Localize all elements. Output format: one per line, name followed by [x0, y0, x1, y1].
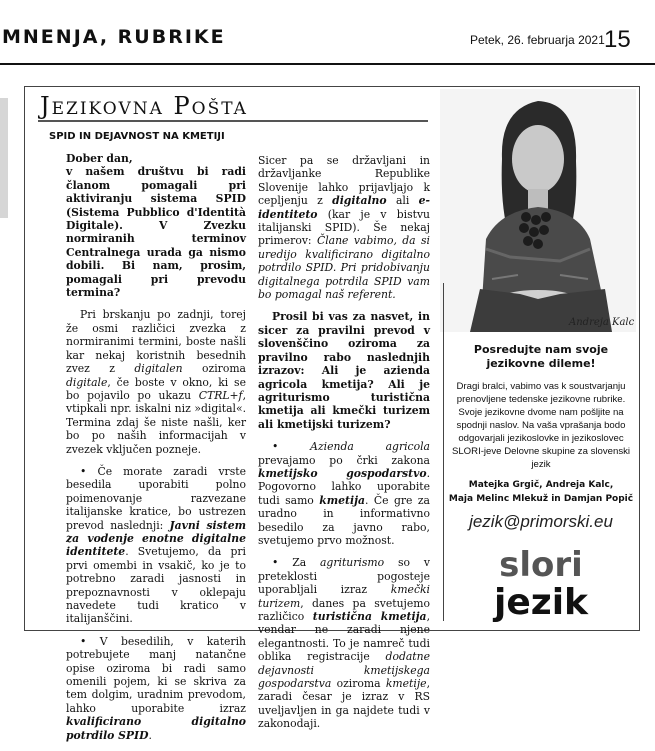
term: e-identiteto: [258, 194, 430, 221]
sidebox-authors: [446, 478, 636, 506]
term: digitalno: [332, 194, 387, 208]
question-text: v našem društvu bi radi članom pomagali pri aktiviranju sistema SPID (Sistema Pubblico d'Identità Digitale). V Zvezku normiranih terminov Centralnega urada ga nismo dobili. Bi nam, prosim, pomagali pri prevodu termina?: [66, 165, 246, 300]
sidebox-body: Dragi bralci, vabimo vas k soustvarjanju prenovljene tedenske jezikovne rubrike. Svoje jezikovne dvome nam pošljite na spodnji naslov. Na vaša vprašanja bodo odgovarjali jezikoslovke in jezikoslovec SLORI-jeve Delovne skupine za slovenski jezik: [451, 381, 631, 470]
section-title: MNENJA, RUBRIKE: [2, 26, 226, 48]
text-run: , zaradi česar je izraz v RS uveljavljen in ga najdete tudi v zakonodaji.: [258, 677, 430, 731]
reader-question-2: Prosil bi vas za nasvet, in sicer za pravilni prevod v slovenščino oziroma za pravilno rabo naslednjih izrazov: Ali je azienda agricola kmetija? Ali je agriturismo turistična kmetija ali kmečki turizem ali kmetijski turizem?: [258, 310, 430, 431]
sidebox-divider: [443, 283, 444, 621]
photo-caption: Andreja Kalc: [569, 317, 635, 328]
text-run: . Svetujemo, da pri prvi omembi in vsakič, ko je to potrebno zaradi jasnosti in prepoznavnosti v oklepaju navedete tudi kratico v italijanščini.: [66, 545, 246, 626]
title-rule: [38, 120, 428, 122]
text-run: oziroma: [331, 677, 386, 691]
term: Javni sistem za vodenje enotne digitalne identitete: [66, 518, 246, 559]
term: kvalificirano digitalno potrdilo SPID: [66, 715, 246, 742]
text-run: Sicer pa se državljani in državljanke Republike Slovenije lahko prijavljajo k cepljenju z: [258, 154, 430, 208]
contact-email[interactable]: jezik@primorski.eu: [469, 512, 613, 531]
answer-paragraph: [258, 440, 430, 547]
term: turistična kmetija: [312, 610, 427, 623]
text-run: .: [148, 728, 152, 742]
authors-line-1: Matejka Grgič, Andreja Kalc,: [468, 480, 614, 490]
text-run: oziroma: [182, 362, 246, 376]
text-run: . Pogovorno lahko uporabite tudi samo: [258, 466, 430, 507]
text-run: Pri brskanju po zadnji, torej že osmi različici zvezka z normiranimi termini, boste našli kar nekaj koristnih besednih zvez z: [66, 308, 246, 376]
article-subtitle: SPID IN DEJAVNOST NA KMETIJI: [49, 131, 225, 142]
text-run: , danes pa svetujemo različico: [258, 596, 430, 623]
sidebox-title: Posredujte nam svoje jezikovne dileme!: [473, 343, 609, 370]
answer-paragraph: [258, 154, 430, 301]
header-rule: [0, 63, 655, 65]
text-run: • Za: [272, 556, 320, 570]
term: digitalen: [134, 362, 183, 376]
text-run: so v preteklosti pogosteje uporabljali izraz: [258, 556, 430, 597]
column-title: Jezikovna Pošta: [40, 92, 248, 120]
text-run: •: [272, 440, 311, 454]
text-run: • V besedilih, v katerih potrebujete manj natančne opise oziroma bi radi samo omenili pojem, ki se skriva za tem dolgim, uradnim prevodom, lahko uporabite izraz: [66, 634, 246, 715]
text-run: , vendar ne zaradi njene elegantnosti. To je namreč tudi oblika registracije: [258, 610, 430, 664]
page-header: [0, 0, 655, 56]
term: kmetije: [385, 677, 427, 691]
text-column-2: [258, 154, 430, 740]
answer-paragraph: [66, 635, 246, 742]
authors-line-2: Maja Melinc Mlekuž in Damjan Popič: [448, 494, 634, 504]
greeting: Dober dan,: [66, 152, 133, 165]
text-run: (kar je v bistvu italijanski SPID). Še nekaj primerov:: [258, 207, 430, 248]
term: kmečki turizem: [258, 583, 430, 610]
slori-jezik-logo: [486, 542, 596, 624]
portrait-illustration: [440, 89, 636, 332]
text-run: ali: [386, 194, 419, 208]
adjacent-column-edge: [0, 98, 8, 218]
example: Člane vabimo, da si uredijo kvalificirano digitalno potrdilo SPID. Pri pridobivanju digitalnega potrdila SPID vam bo pomagal naš referent.: [258, 234, 430, 302]
term: CTRL+f: [198, 388, 243, 402]
answer-paragraph: [66, 465, 246, 626]
text-run: prevajamo po črki zakona: [258, 453, 430, 467]
term: agriturismo: [320, 556, 385, 570]
logo-top-text: slori: [499, 545, 583, 585]
logo-bottom-text: jezik: [494, 582, 588, 623]
reader-question-1: [66, 152, 246, 299]
page-number: 15: [604, 26, 631, 53]
text-run: , če boste v okno, ki se bo pojavilo po ukazu: [66, 375, 246, 402]
text-run: , vtipkali npr. iskalni niz »digital«. Termina zdaj še niste našli, ker bo po naših informacijah v zvezek vključen pozneje.: [66, 388, 246, 456]
term: digitale: [66, 375, 108, 389]
author-photo: [440, 89, 636, 332]
issue-date: Petek, 26. februarja 2021: [470, 33, 605, 47]
term: kmetija: [319, 493, 366, 507]
text-run: • Če morate zaradi vrste besedila uporabiti polno poimenovanje razvezane italijanske kratice, bo ustrezen prevod naslednji:: [66, 464, 246, 532]
term: kmetijsko gospodarstvo: [258, 466, 427, 480]
text-column-1: [66, 152, 246, 751]
term: Azienda agricola: [310, 440, 430, 454]
answer-paragraph: [66, 308, 246, 455]
answer-paragraph: [258, 556, 430, 730]
term: dodatne dejavnosti kmetijskega gospodarstva: [258, 650, 430, 691]
text-run: . Če gre za uradno in informativno besedilo za javno rabo, svetujemo prvo možnost.: [258, 493, 430, 547]
